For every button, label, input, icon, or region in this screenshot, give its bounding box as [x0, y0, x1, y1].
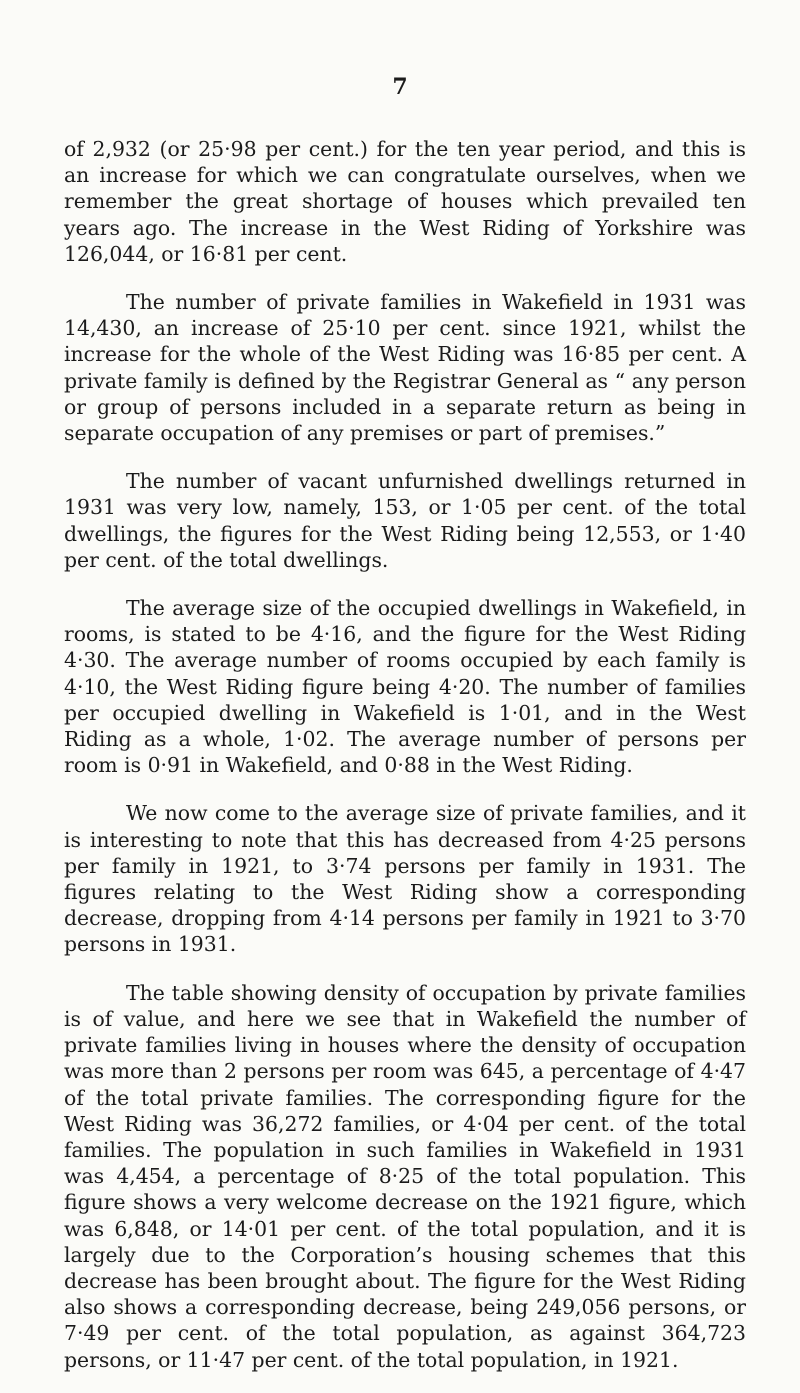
page-number: 7 [392, 74, 408, 100]
paragraph-continuation: of 2,932 (or 25·98 per cent.) for the ten year period, and this is an increase for which we can congratulate ourselves, when we remember the great shortage of houses which prevailed ten years ago. The increase in the West Riding of Yorkshire was 126,044, or 16·81 per cent. [64, 137, 746, 266]
paragraph-average-family-size: We now come to the average size of private families, and it is interesting to note that this has decreased from 4·25 persons per family in 1921, to 3·74 persons per family in 1931. The figures relating to the West Riding show a corresponding decrease, dropping from 4·14 persons per family in 1921 to 3·70 persons in 1931. [64, 801, 746, 957]
paragraph-average-dwelling-size: The average size of the occupied dwellings in Wakefield, in rooms, is stated to be 4·16, and the figure for the West Riding 4·30. The average number of rooms occupied by each family is 4·10, the West Riding figure being 4·20. The number of families per occupied dwelling in Wakefield is 1·01, and in the West Riding as a whole, 1·02. The average number of persons per room is 0·91 in Wakefield, and 0·88 in the West Riding. [64, 596, 746, 778]
paragraph-density-of-occupation: The table showing density of occupation by private families is of value, and here we see that in Wakefield the number of private families living in houses where the density of occupation was more than 2 persons per room was 645, a percentage of 4·47 of the total private families. The corresponding figure for the West Riding was 36,272 families, or 4·04 per cent. of the total families. The population in such families in Wakefield in 1931 was 4,454, a percentage of 8·25 of the total population. This figure shows a very welcome decrease on the 1921 figure, which was 6,848, or 14·01 per cent. of the total population, and it is largely due to the Corporation’s housing schemes that this decrease has been brought about. The figure for the West Riding also shows a corresponding decrease, being 249,056 persons, or 7·49 per cent. of the total population, as against 364,723 persons, or 11·47 per cent. of the total population, in 1921. [64, 980, 746, 1372]
paragraph-vacant-dwellings: The number of vacant unfurnished dwellings returned in 1931 was very low, namely, 153, or 1·05 per cent. of the total dwellings, the figures for the West Riding being 12,553, or 1·40 per cent. of the total dwellings. [64, 469, 746, 572]
body-text [64, 136, 746, 1373]
paragraph-private-families: The number of private families in Wakefield in 1931 was 14,430, an increase of 25·10 per cent. since 1921, whilst the increase for the whole of the West Riding was 16·85 per cent. A private family is defined by the Registrar General as “ any person or group of persons included in a separate return as being in separate occupation of any premises or part of premises.” [64, 290, 746, 446]
